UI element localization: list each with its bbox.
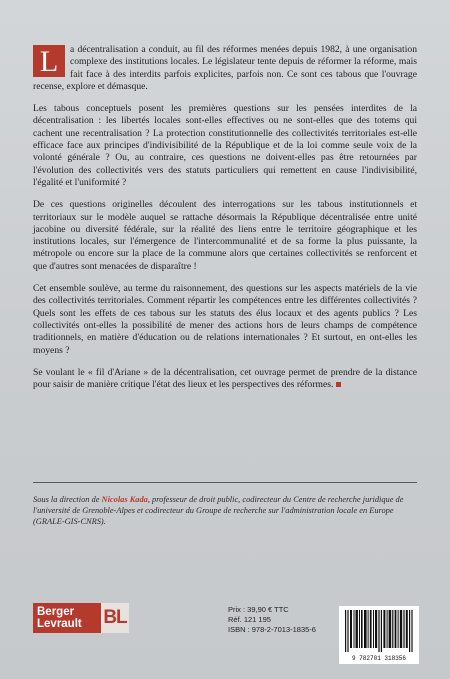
publisher-logo xyxy=(33,603,129,633)
editor-name: Nicolas Kada xyxy=(101,495,148,504)
paragraph-final xyxy=(33,367,417,392)
divider xyxy=(33,482,417,483)
end-mark-icon xyxy=(336,382,341,387)
price-info xyxy=(228,605,338,635)
editor-description: , professeur de droit public, codirecteur du Centre de recherche juridique de l'université de Grenoble-Alpes et codirecteur du Groupe de recherche sur l'administration locale en Europe (GRALE-GIS-CNRS). xyxy=(33,495,404,527)
paragraph-text: a décentralisation a conduit, au fil des réformes menées depuis 1982, à une organisation complexe des institutions locales. Le législateur tente depuis de réformer la réforme, mais fait face à des interdits parfois explicites, parfois non. Ce sont ces tabous que l'ouvrage recense, explore et démasque. xyxy=(33,44,417,92)
publisher-mark: BL xyxy=(101,603,129,633)
description-text xyxy=(33,44,417,401)
dropcap: L xyxy=(33,45,65,77)
price: Prix : 39,90 € TTC xyxy=(228,605,289,614)
barcode xyxy=(339,606,419,664)
editor-prefix: Sous la direction de xyxy=(33,495,102,504)
publisher-name xyxy=(33,603,101,633)
editor-credit xyxy=(33,494,417,528)
paragraph-text: Se voulant le « fil d'Ariane » de la décentralisation, cet ouvrage permet de prendre de la distance pour saisir de manière critique l'état des lieux et les perspectives des réformes. xyxy=(33,366,417,391)
reference: Réf. 121 195 xyxy=(228,615,271,624)
publisher-name-line2: Levrault xyxy=(37,618,82,630)
barcode-icon xyxy=(345,610,413,652)
publisher-name-line1: Berger xyxy=(37,606,75,618)
paragraph: Les tabous conceptuels posent les premières questions sur les pensées interdites de la décentralisation : les libertés locales sont-elles effectives ou ne sont-elles que des totems qui cachent une recentralisation ? La protection constitutionnelle des collectivités territoriales est-elle efficace face aux principes d'indivisibilité de la République et de la loi comme seule voix de la volonté générale ? Ou, au contraire, ces questions ne doivent-elles pas être retournées par l'évolution des collectivités vers des statuts particuliers qui remettent en cause l'indivisibilité, l'égalité et l'uniformité ? xyxy=(33,103,417,188)
paragraph: Cet ensemble soulève, au terme du raisonnement, des questions sur les aspects matériels de la vie des collectivités territoriales. Comment répartir les compétences entre les différentes collectivités ? Quels sont les effets de ces tabous sur les statuts des élus locaux et des agents publics ? Les collectivités ont-elles la possibilité de mener des actions hors de leurs champs de compétence traditionnels, en matière d'éducation ou de relations internationales ? Et surtout, en ont-elles les moyens ? xyxy=(33,283,417,356)
isbn: ISBN : 978-2-7013-1835-6 xyxy=(228,625,316,634)
barcode-number: 9 782701 318356 xyxy=(351,655,406,662)
paragraph-intro xyxy=(33,44,417,93)
paragraph: De ces questions originelles découlent des interrogations sur les tabous institutionnels et territoriaux sur le modèle auquel se rattache désormais la République décentralisée entre unité jacobine ou diversité fédérale, sur la réalité des liens entre le territoire géographique et les institutions locales, sur l'émergence de l'intercommunalité et de sa forme la plus puissante, la métropole ou encore sur la place de la commune alors que certaines collectivités se renforcent et que d'autres sont menacées de disparaître ! xyxy=(33,199,417,272)
